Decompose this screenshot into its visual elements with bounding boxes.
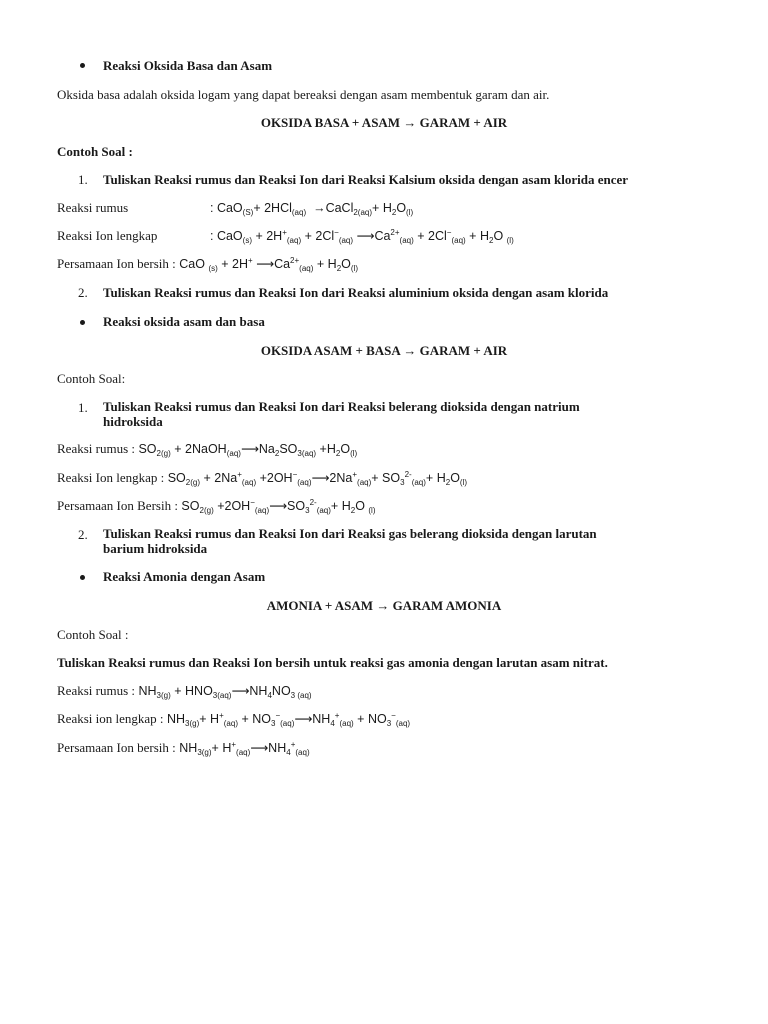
row-label: Reaksi rumus : <box>57 683 135 698</box>
question: Tuliskan Reaksi rumus dan Reaksi Ion dari Reaksi aluminium oksida dengan asam klorida <box>103 285 609 300</box>
row-label: Reaksi Ion lengkap <box>57 228 158 243</box>
row-label: Reaksi rumus <box>57 200 129 215</box>
reaction-row: Reaksi Ion lengkap : $SO_{2(g)} + 2Na^+_{(aq)}$ $+2OH^-_{(aq)}⟶2Na^+_{(aq)}+ SO_3^{2-}_{(aq)}+ H_2O_{(l)}$ <box>57 470 468 487</box>
reaction-row <box>57 200 128 216</box>
reaction-row: Persamaan Ion bersih : CaO $_{(s)}$ + 2H+ $⟶Ca^{2+}_{(aq)} + H_2O_{(l)}$ <box>57 256 358 273</box>
question: Tuliskan Reaksi rumus dan Reaksi Ion dari Reaksi Kalsium oksida dengan asam klorida encer <box>103 172 629 187</box>
bullet-icon <box>80 320 85 325</box>
section-heading: Reaksi Oksida Basa dan Asam <box>103 58 273 73</box>
row-label: Reaksi rumus : <box>57 441 135 456</box>
reaction-formula: : CaO$_{(S)}$+ 2HCl$_{(aq)}$ →CaCl$_{2(aq)}$+ $H_2O_{(l)}$ <box>210 201 414 217</box>
row-label: Reaksi Ion lengkap : <box>57 470 165 485</box>
example-label: Contoh Soal : <box>57 144 133 159</box>
bullet-icon <box>80 63 85 68</box>
reaction-row <box>57 228 157 244</box>
reaction-row: Reaksi rumus : $NH_{3(g)}$ + $HNO_{3(aq)}⟶NH_4NO_{3 (aq)}$ <box>57 683 312 700</box>
question-line: barium hidroksida <box>103 541 208 556</box>
example-label: Contoh Soal : <box>57 627 129 642</box>
section-heading: Reaksi oksida asam dan basa <box>103 314 265 329</box>
list-number: 2. <box>78 527 88 542</box>
question-line: Tuliskan Reaksi rumus dan Reaksi Ion dari Reaksi belerang dioksida dengan natrium <box>103 399 580 414</box>
reaction-row: Reaksi rumus : $SO_{2(g)}$ + $2NaOH_{(aq)}⟶Na_2SO_{3(aq)} +H_2O_{(l)}$ <box>57 441 358 458</box>
example-label: Contoh Soal: <box>57 371 126 386</box>
row-label: Persamaan Ion bersih : <box>57 256 176 271</box>
paragraph: Oksida basa adalah oksida logam yang dapat bereaksi dengan asam membentuk garam dan air. <box>57 87 550 102</box>
question: Tuliskan Reaksi rumus dan Reaksi Ion bersih untuk reaksi gas amonia dengan larutan asam nitrat. <box>57 655 608 670</box>
general-equation: OKSIDA ASAM + BASA → GARAM + AIR <box>260 343 508 358</box>
reaction-formula: : $CaO_{(s)} + 2H^+_{(aq)} + 2Cl^-_{(aq)}$ $⟶Ca^{2+}_{(aq)} + 2Cl^-_{(aq)} + H_2O$ $_{(l)}$ <box>210 228 514 245</box>
row-label: Reaksi ion lengkap : <box>57 711 164 726</box>
general-equation: AMONIA + ASAM → GARAM AMONIA <box>266 598 502 613</box>
section-heading: Reaksi Amonia dengan Asam <box>103 569 266 584</box>
reaction-row: Reaksi ion lengkap : $NH_{3(g)}+ H^+_{(aq)}$ + $NO_3^-_{(aq)}⟶NH_4^+_{(aq)} + NO_3^-_{(aq)}$ <box>57 711 411 728</box>
question-line: Tuliskan Reaksi rumus dan Reaksi Ion dari Reaksi gas belerang dioksida dengan larutan <box>103 526 597 541</box>
general-equation: OKSIDA BASA + ASAM → GARAM + AIR <box>260 115 508 130</box>
list-number: 2. <box>78 285 88 300</box>
list-number: 1. <box>78 172 88 187</box>
row-label: Persamaan Ion bersih : <box>57 740 176 755</box>
reaction-row: Persamaan Ion Bersih : $SO_{2(g)}$ $+2OH^-_{(aq)}⟶SO_3^{2-}_{(aq)}+ H_2O$ $_{(l)}$ <box>57 498 376 515</box>
row-label: Persamaan Ion Bersih : <box>57 498 178 513</box>
question-line: hidroksida <box>103 414 163 429</box>
list-number: 1. <box>78 400 88 415</box>
reaction-row: Persamaan Ion bersih : $NH_{3(g)}+$ $H^+_{(aq)}⟶NH_4^+_{(aq)}$ <box>57 740 310 757</box>
bullet-icon <box>80 575 85 580</box>
